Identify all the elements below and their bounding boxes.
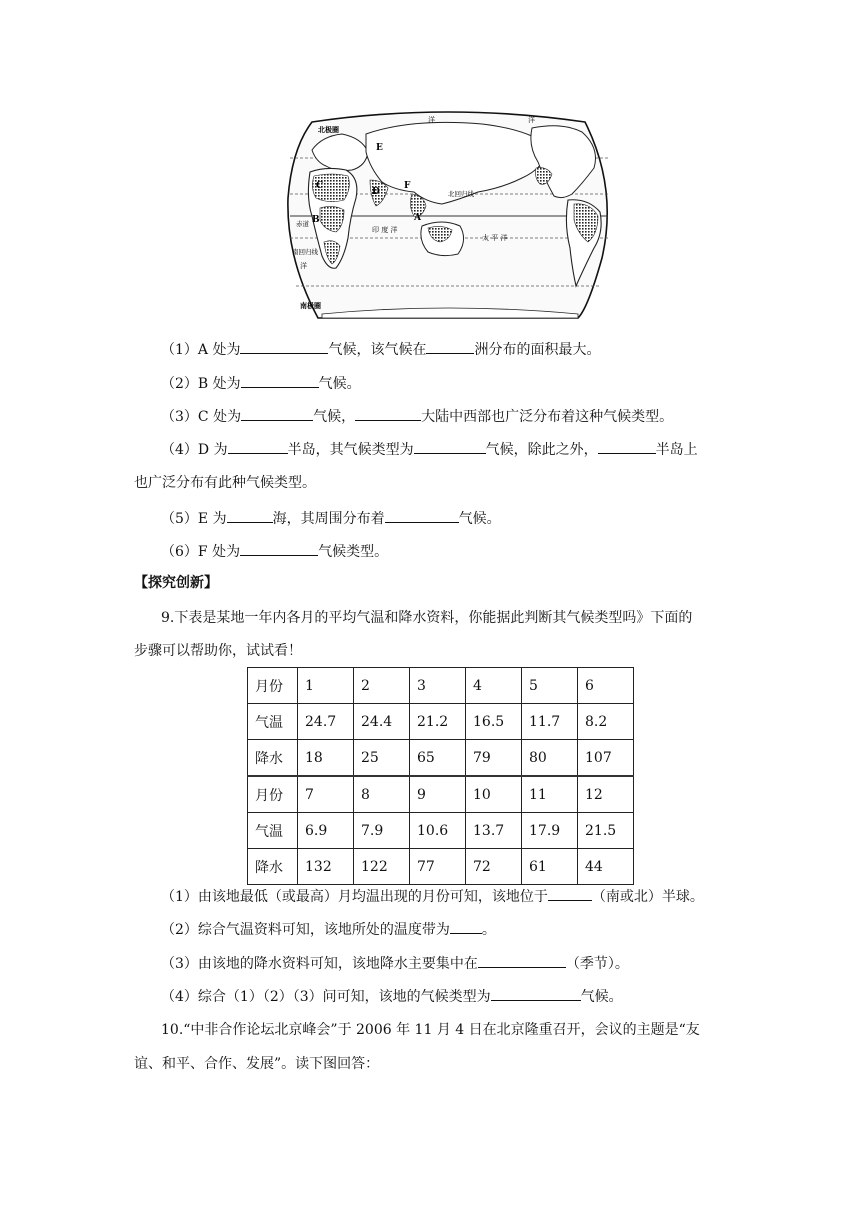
table-cell: 44 bbox=[578, 849, 634, 885]
q8-5-blank-a[interactable] bbox=[227, 507, 273, 523]
q10-line-2: 谊、和平、合作、发展”。读下图回答： bbox=[134, 1056, 380, 1072]
q8-4-text-c: 气候，除此之外， bbox=[485, 442, 598, 458]
map-label-antarctic: 南极圈 bbox=[300, 301, 321, 310]
table-cell: 61 bbox=[522, 849, 578, 885]
table-cell: 13.7 bbox=[466, 813, 522, 849]
q8-line-3 bbox=[161, 405, 673, 428]
q9-1-blank[interactable] bbox=[548, 885, 592, 901]
table-cell: 122 bbox=[354, 849, 410, 885]
q9-2-text-a: （2）综合气温资料可知，该地所处的温度带为 bbox=[161, 922, 450, 938]
table-cell: 4 bbox=[466, 668, 522, 704]
map-label-indian-ocean: 印 度 洋 bbox=[372, 226, 398, 234]
table-cell: 17.9 bbox=[522, 813, 578, 849]
q8-6-text-b: 气候类型。 bbox=[318, 544, 389, 560]
table-cell: 21.5 bbox=[578, 813, 634, 849]
q9-1-text-b: （南或北）半球。 bbox=[591, 889, 704, 905]
q8-1-blank-b[interactable] bbox=[426, 338, 474, 354]
table-cell: 12 bbox=[578, 776, 634, 813]
table-cell: 6 bbox=[578, 668, 634, 704]
q9-step-2 bbox=[161, 918, 496, 941]
table-cell: 107 bbox=[578, 740, 634, 777]
q9-1-text-a: （1）由该地最低（或最高）月均温出现的月份可知，该地位于 bbox=[161, 889, 548, 905]
table-cell: 24.4 bbox=[354, 704, 410, 740]
q8-4-blank-c[interactable] bbox=[598, 438, 656, 454]
table-row bbox=[248, 776, 634, 813]
table-cell: 10 bbox=[466, 776, 522, 813]
table-cell: 25 bbox=[354, 740, 410, 777]
q8-4-blank-b[interactable] bbox=[414, 438, 486, 454]
q8-1-text-b: 气候，该气候在 bbox=[328, 342, 427, 358]
table-cell: 气温 bbox=[248, 813, 298, 849]
q8-line-2 bbox=[161, 372, 361, 395]
table-cell: 16.5 bbox=[466, 704, 522, 740]
table-cell: 72 bbox=[466, 849, 522, 885]
table-cell: 21.2 bbox=[410, 704, 466, 740]
table-cell: 5 bbox=[522, 668, 578, 704]
table-cell: 80 bbox=[522, 740, 578, 777]
q8-5-blank-b[interactable] bbox=[385, 507, 459, 523]
q8-2-blank-a[interactable] bbox=[241, 372, 319, 388]
table-cell: 24.7 bbox=[298, 704, 354, 740]
q8-line-1 bbox=[161, 338, 600, 361]
q8-1-text-c: 洲分布的面积最大。 bbox=[474, 342, 601, 358]
table-row bbox=[248, 740, 634, 777]
q8-line-5 bbox=[161, 507, 501, 530]
table-cell: 降水 bbox=[248, 740, 298, 777]
q9-4-text-a: （4）综合（1）（2）（3）问可知，该地的气候类型为 bbox=[161, 989, 491, 1005]
table-cell: 2 bbox=[354, 668, 410, 704]
q8-line-4 bbox=[161, 438, 698, 461]
table-cell: 3 bbox=[410, 668, 466, 704]
map-label-tropic-n: 北回归线 bbox=[448, 190, 474, 198]
map-label-E: E bbox=[376, 143, 383, 153]
q10-line-1: 10.“中非合作论坛北京峰会”于 2006 年 11 月 4 日在北京隆重召开，会议的主题是“友 bbox=[161, 1022, 700, 1038]
table-cell: 降水 bbox=[248, 849, 298, 885]
q9-step-1 bbox=[161, 885, 704, 908]
table-cell: 132 bbox=[298, 849, 354, 885]
map-label-atlantic-s: 洋 bbox=[300, 262, 307, 270]
q8-3-blank-b[interactable] bbox=[355, 405, 421, 421]
q8-4-text-d: 半岛上 bbox=[655, 442, 698, 458]
q9-intro-line-1: 9.下表是某地一年内各月的平均气温和降水资料，你能据此判断其气候类型吗》下面的 bbox=[161, 610, 693, 626]
q8-1-blank-a[interactable] bbox=[240, 338, 328, 354]
q8-4-blank-a[interactable] bbox=[228, 438, 288, 454]
q9-3-text-a: （3）由该地的降水资料可知，该地降水主要集中在 bbox=[161, 956, 478, 972]
world-climate-map bbox=[282, 108, 615, 324]
q8-6-text-a: （6）F 处为 bbox=[161, 544, 241, 560]
q8-4-text-b: 半岛，其气候类型为 bbox=[287, 442, 414, 458]
q8-2-text-b: 气候。 bbox=[318, 376, 361, 392]
q9-4-text-b: 气候。 bbox=[580, 989, 623, 1005]
table-cell: 月份 bbox=[248, 776, 298, 813]
table-cell: 8.2 bbox=[578, 704, 634, 740]
q8-5-text-a: （5）E 为 bbox=[161, 511, 227, 527]
q8-5-text-c: 气候。 bbox=[458, 511, 501, 527]
map-label-F: F bbox=[404, 181, 411, 191]
q8-line-4b: 也广泛分布有此种气候类型。 bbox=[134, 475, 316, 491]
q8-1-text-a: （1）A 处为 bbox=[161, 342, 241, 358]
table-row bbox=[248, 668, 634, 704]
table-row bbox=[248, 704, 634, 740]
q8-3-blank-a[interactable] bbox=[241, 405, 313, 421]
q9-step-3 bbox=[161, 952, 629, 975]
q8-5-text-b: 海，其周围分布着 bbox=[272, 511, 385, 527]
q8-6-blank-a[interactable] bbox=[240, 540, 318, 556]
q9-step-4 bbox=[161, 985, 623, 1008]
map-label-B: B bbox=[312, 215, 320, 225]
q8-3-text-b: 气候， bbox=[313, 409, 356, 425]
map-label-pacific: 太 平 洋 bbox=[482, 234, 508, 242]
map-label-A: A bbox=[414, 213, 421, 223]
map-label-D: D bbox=[372, 187, 380, 197]
section-title: 【探究创新】 bbox=[134, 575, 218, 591]
q9-3-blank[interactable] bbox=[478, 952, 566, 968]
q8-3-text-c: 大陆中西部也广泛分布着这种气候类型。 bbox=[421, 409, 674, 425]
map-label-pacific-top: 洋 bbox=[428, 116, 435, 124]
q8-4-text-a: （4）D 为 bbox=[161, 442, 228, 458]
table-cell: 10.6 bbox=[410, 813, 466, 849]
q8-line-6 bbox=[161, 540, 388, 563]
table-cell: 6.9 bbox=[298, 813, 354, 849]
table-cell: 7 bbox=[298, 776, 354, 813]
q9-2-text-b: 。 bbox=[481, 922, 496, 938]
map-label-atlantic-top: 洋 bbox=[528, 116, 535, 124]
table-cell: 月份 bbox=[248, 668, 298, 704]
table-cell: 1 bbox=[298, 668, 354, 704]
q9-4-blank[interactable] bbox=[491, 985, 581, 1001]
map-label-equator: 赤道 bbox=[296, 220, 309, 228]
table-cell: 11.7 bbox=[522, 704, 578, 740]
table-row bbox=[248, 849, 634, 885]
q8-2-text-a: （2）B 处为 bbox=[161, 376, 241, 392]
table-cell: 8 bbox=[354, 776, 410, 813]
map-label-tropic-s: 南回归线 bbox=[292, 248, 318, 256]
climate-data-table bbox=[247, 667, 634, 885]
table-cell: 77 bbox=[410, 849, 466, 885]
table-cell: 7.9 bbox=[354, 813, 410, 849]
q9-2-blank[interactable] bbox=[450, 918, 482, 934]
table-cell: 气温 bbox=[248, 704, 298, 740]
q9-intro-line-2: 步骤可以帮助你，试试看！ bbox=[134, 643, 302, 659]
table-row bbox=[248, 813, 634, 849]
map-label-arctic: 北极圈 bbox=[318, 125, 339, 134]
table-cell: 11 bbox=[522, 776, 578, 813]
map-label-C: C bbox=[316, 181, 324, 191]
table-cell: 65 bbox=[410, 740, 466, 777]
table-cell: 9 bbox=[410, 776, 466, 813]
q9-3-text-b: （季节）。 bbox=[565, 956, 629, 972]
q8-3-text-a: （3）C 处为 bbox=[161, 409, 242, 425]
table-cell: 18 bbox=[298, 740, 354, 777]
table-cell: 79 bbox=[466, 740, 522, 777]
